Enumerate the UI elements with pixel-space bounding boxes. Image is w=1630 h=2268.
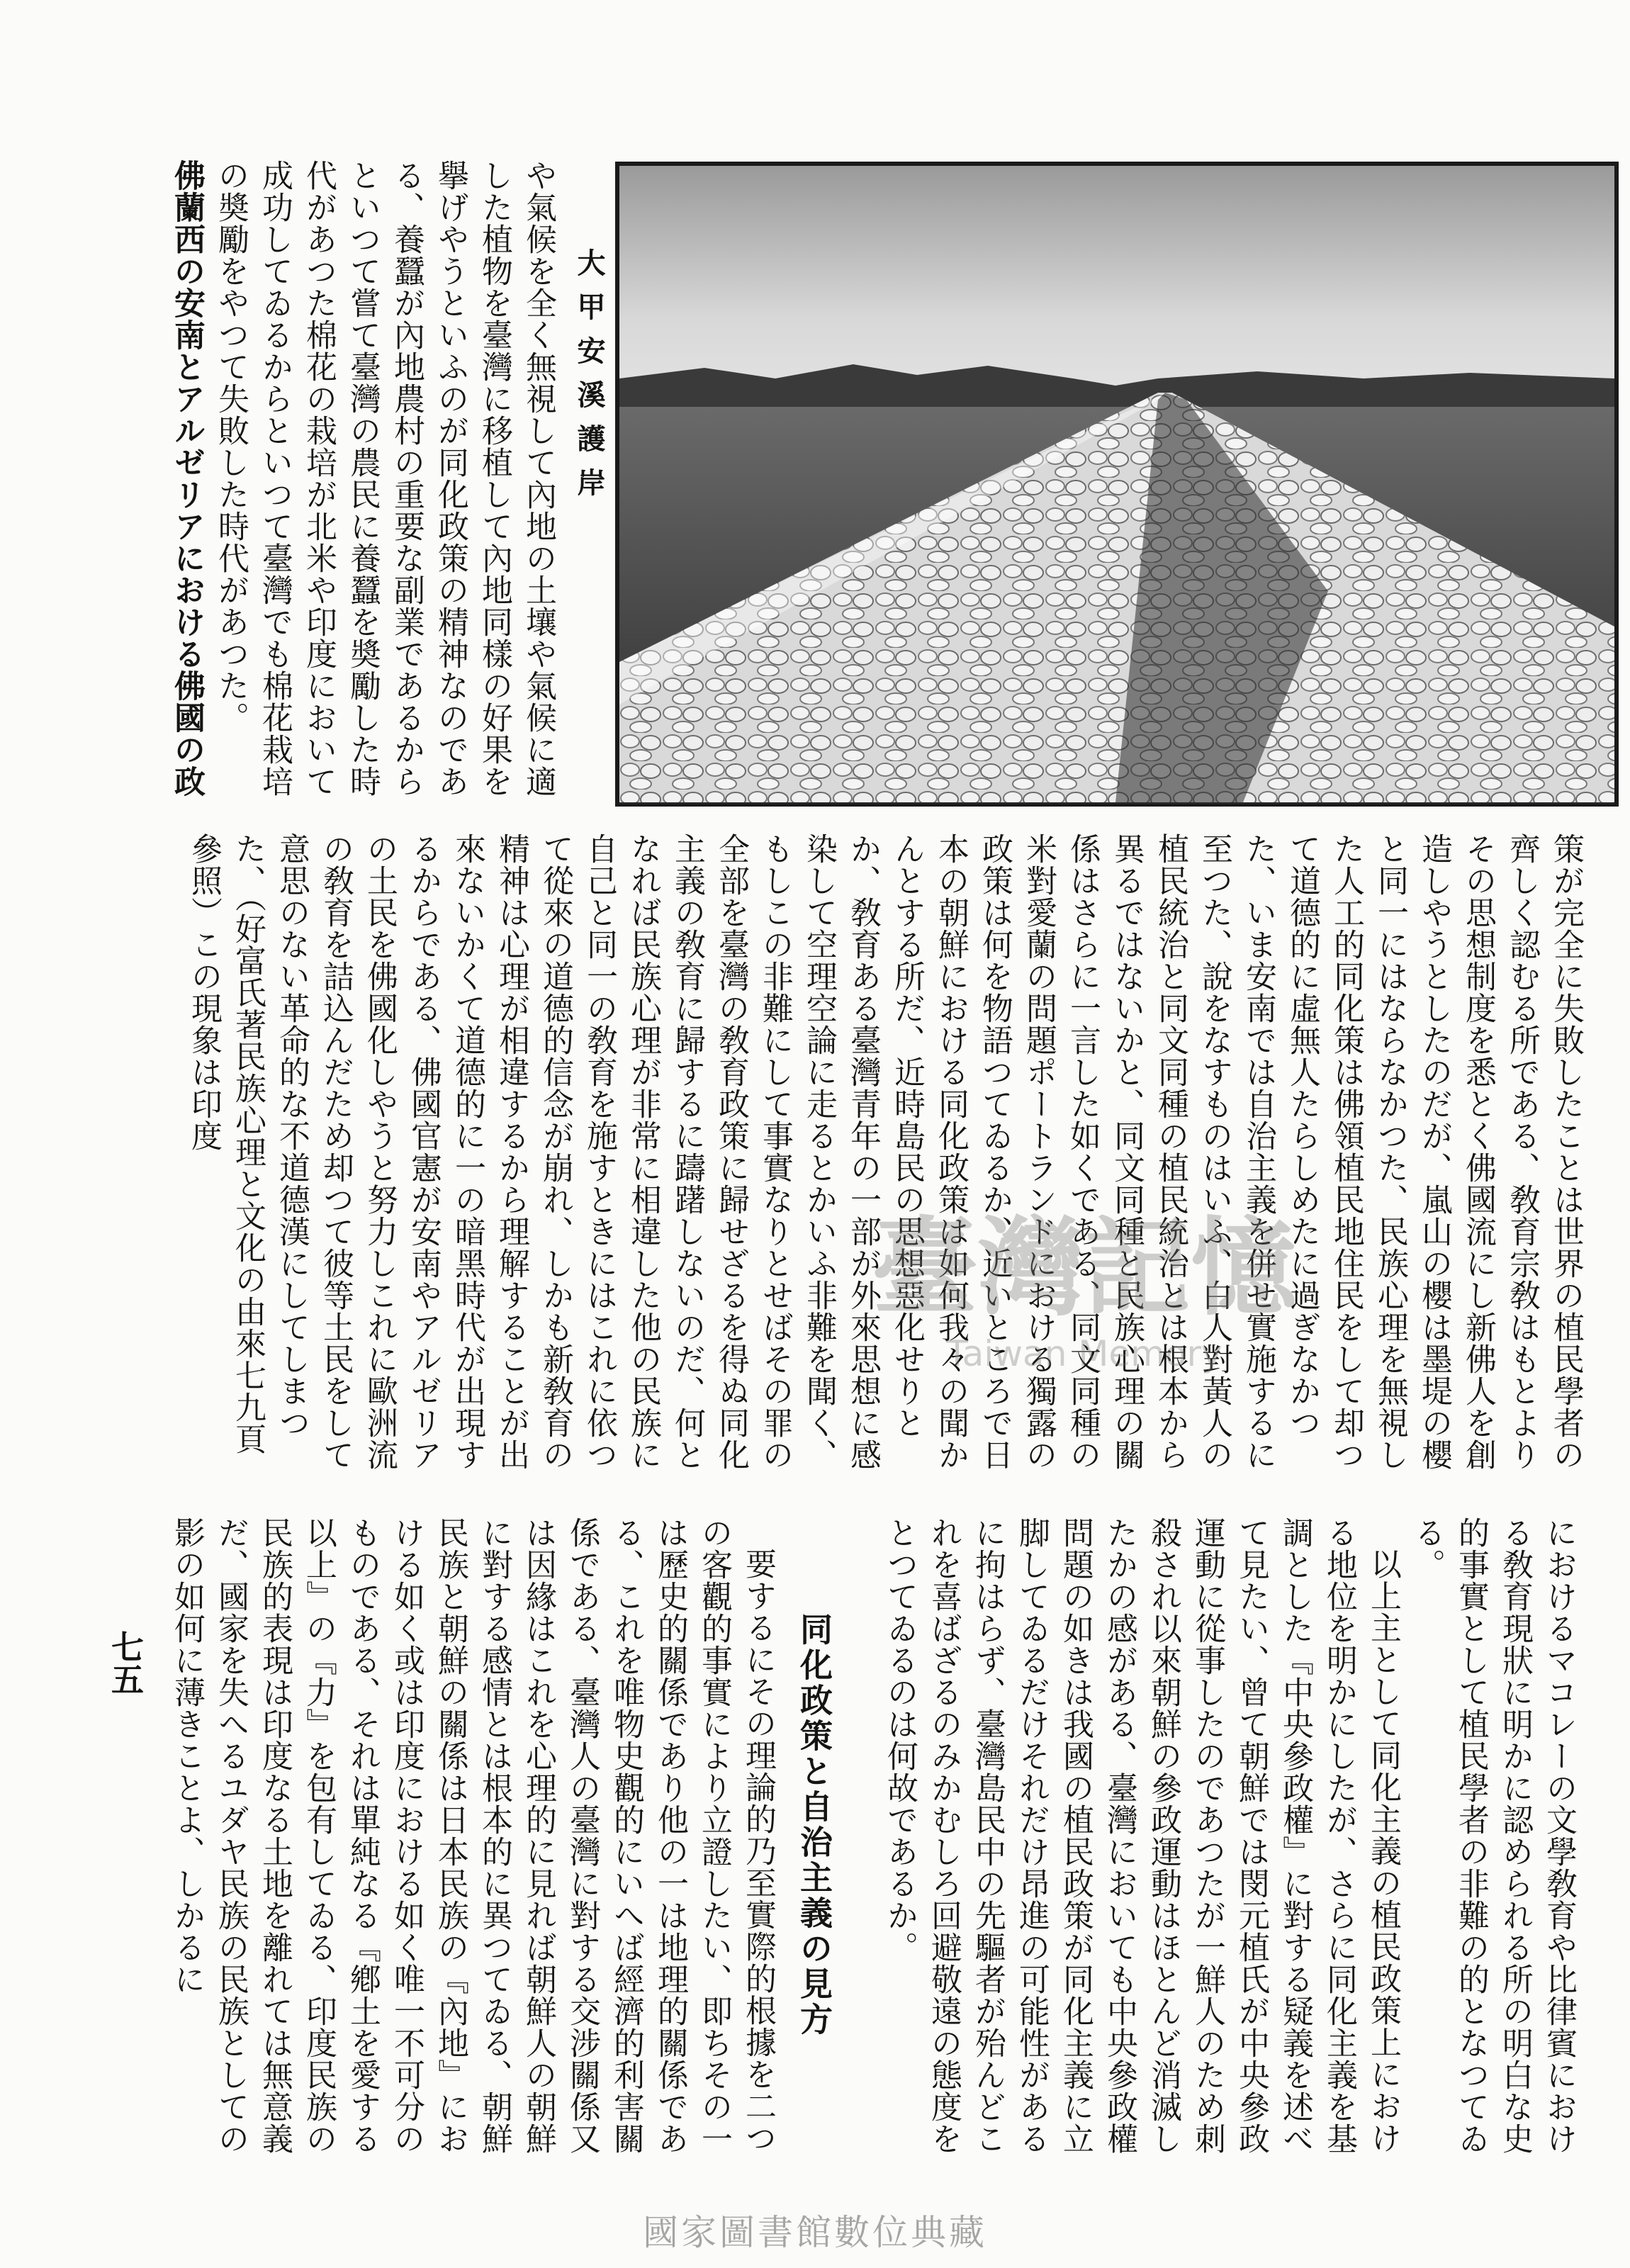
watermark: [794, 1205, 1375, 1389]
paragraph: 以上主として同化主義の植民政策上における地位を明かにしたが、さらに同化主義を基調とした『中央參政權』に對する疑義を述べて見たい、曾て朝鮮では閔元植氏が中央參政運動に從事したのであつたが一鮮人のため刺殺され以來朝鮮の參政運動はほとんど消滅したかの感がある、臺灣においても中央參政權問題の如きは我國の植民政策が同化主義に立脚してゐるだけそれだけ昂進の可能性があるに拘はらず、臺灣島民中の先驅者が殆んどこれを喜ばざるのみかむしろ回避敬遠の態度をとつてゐるのは何故であるか。: [882, 1517, 1401, 2155]
photo-caption: 大甲安溪護岸: [573, 248, 606, 512]
page-number: 七五: [106, 1630, 145, 1695]
section-heading: 同化政策と自治主義の見方: [795, 1612, 833, 2038]
paragraph: 要するにその理論的乃至實際的根據を二つの客觀的事實により立證したい、即ちその一は歷史的關係であり他の一は地理的關係である、これを唯物史觀的にいへば經濟的利害關係である、臺灣人の臺灣に對する交涉關係又は因緣はこれを心理的に見れば朝鮮人の朝鮮に對する感情とは根本的に異つてゐる、朝鮮民族と朝鮮の關係は日本民族の『內地』における如く或は印度における如く唯一不可分のものである、それは單純なる『鄕土を愛する以上』の『力』を包有してゐる、印度民族の民族的表現は印度なる土地を離れては無意義だ、國家を失へるユダヤ民族の民族としての影の如何に薄きことよ、しかるに: [169, 1517, 776, 2155]
bottom-left-text-block: [169, 1517, 780, 2155]
paragraph: や氣候を全く無視して內地の土壤や氣候に適した植物を臺灣に移植して內地同樣の好果を擧げやうといふのが同化政策の精神なのである、養蠶が內地農村の重要な副業であるからといつて嘗て臺灣の農民に養蠶を奬勵した時代があつた棉花の栽培が北米や印度において成功してゐるからといつて臺灣でも棉花栽培の奬勵をやつて失敗した時代があつた。: [213, 159, 556, 797]
right-text-block: [858, 1517, 1580, 2155]
paragraph: 佛蘭西の安南とアルゼリアにおける佛國の政: [169, 159, 205, 797]
watermark-sub: Taiwan Memory: [946, 1333, 1222, 1374]
embankment-photo-image: [619, 166, 1614, 802]
footer-credit: 國家圖書館數位典藏: [643, 2212, 987, 2253]
top-left-text-block: [169, 159, 560, 797]
watermark-main: 臺灣記憶: [871, 1207, 1297, 1330]
paragraph: 策が完全に失敗したことは世界の植民學者の齊しく認むる所である、敎育宗敎はもとよりその思想制度を悉とく佛國流にし新佛人を創造しやうとしたのだが、嵐山の櫻は墨堤の櫻と同一にはならなかつた、民族心理を無視した人工的同化策は佛領植民地住民をして却つて道德的に虛無人たらしめたに過ぎなかつた、いま安南では自治主義を併せ實施するに至つた、說をなすものはいふ、白人對黃人の植民統治と同文同種の植民統治とは根本から異るではないかと、同文同種と民族心理の關係はさらに一言した如くである、同文同種の米對愛蘭の問題ポートランドにおける獨露の政策は何を物語つてゐるか、近いところで日本の朝鮮における同化政策は如何我々の聞かんとする所だ、近時島民の思想惡化せりとか、敎育ある臺灣青年の一部が外來思想に感染して空理空論に走るとかいふ非難を聞く、もしこの非難にして事實なりとせばその罪の全部を臺灣の敎育政策に歸せざるを得ぬ同化主義の敎育に歸するに躊躇しないのだ、何となれば民族心理が非常に相違した他の民族に自己と同一の敎育を施すときにはこれに依つて從來の道德的信念が崩れ、しかも新敎育の精神は心理が相違するから理解することが出來ないかくて道德的に一の暗黑時代が出現するからである、佛國官憲が安南やアルゼリアの土民を佛國化しやうと努力しこれに歐洲流の敎育を詰込んだため却つて彼等土民をして意思のない革命的な不道德漢にしてしまつた、（好富氏著民族心理と文化の由來七九頁參照）この現象は印度: [186, 833, 1584, 1471]
embankment-photo: [615, 162, 1619, 807]
paragraph: におけるマコレーの文學敎育や比律賓における敎育現狀に明かに認められる所の明白な史的事實として植民學者の非難の的となつてゐる。: [1409, 1517, 1577, 2155]
